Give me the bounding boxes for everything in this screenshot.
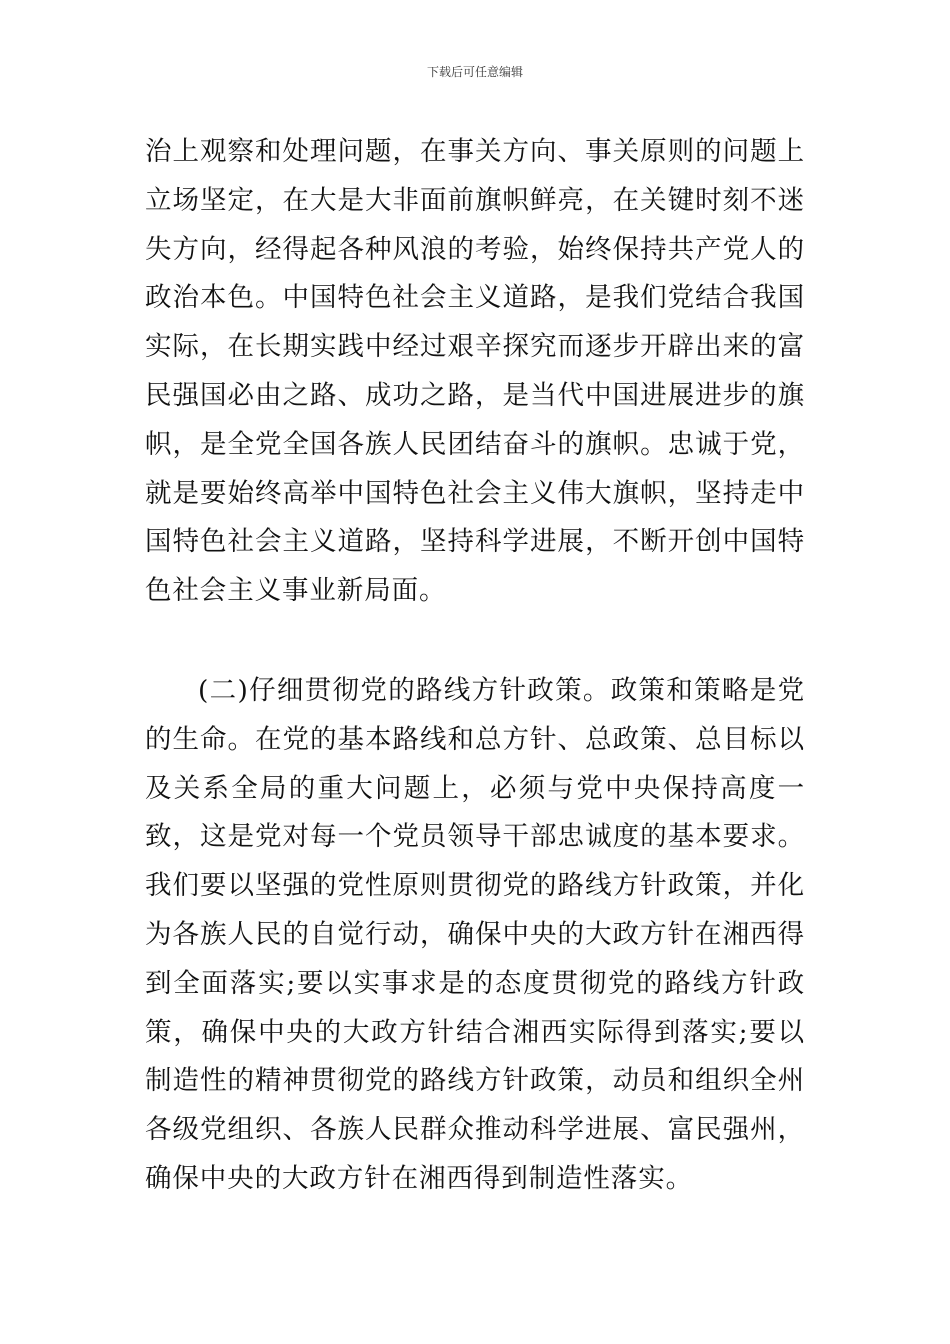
page-header: 下载后可任意编辑: [426, 65, 523, 79]
paragraph-2: (二)仔细贯彻党的路线方针政策。政策和策略是党的生命。在党的基本路线和总方针、总政策、总目标以及关系全局的重大问题上，必须与党中央保持高度一致，这是党对每一个党员领导干部忠诚度的基本要求。我们要以坚强的党性原则贯彻党的路线方针政策，并化为各族人民的自觉行动，确保中央的大政方针在湘西得到全面落实;要以实事求是的态度贯彻党的路线方针政策，确保中央的大政方针结合湘西实际得到落实;要以制造性的精神贯彻党的路线方针政策，动员和组织全州各级党组织、各族人民群众推动科学进展、富民强州，确保中央的大政方针在湘西得到制造性落实。: [145, 674, 805, 1194]
document-body: [145, 128, 805, 1204]
paragraph-1: 治上观察和处理问题，在事关方向、事关原则的问题上立场坚定，在大是大非面前旗帜鲜亮，在关键时刻不迷失方向，经得起各种风浪的考验，始终保持共产党人的政治本色。中国特色社会主义道路，是我们党结合我国实际，在长期实践中经过艰辛探究而逐步开辟出来的富民强国必由之路、成功之路，是当代中国进展进步的旗帜，是全党全国各族人民团结奋斗的旗帜。忠诚于党，就是要始终高举中国特色社会主义伟大旗帜，坚持走中国特色社会主义道路，坚持科学进展，不断开创中国特色社会主义事业新局面。: [145, 136, 805, 607]
